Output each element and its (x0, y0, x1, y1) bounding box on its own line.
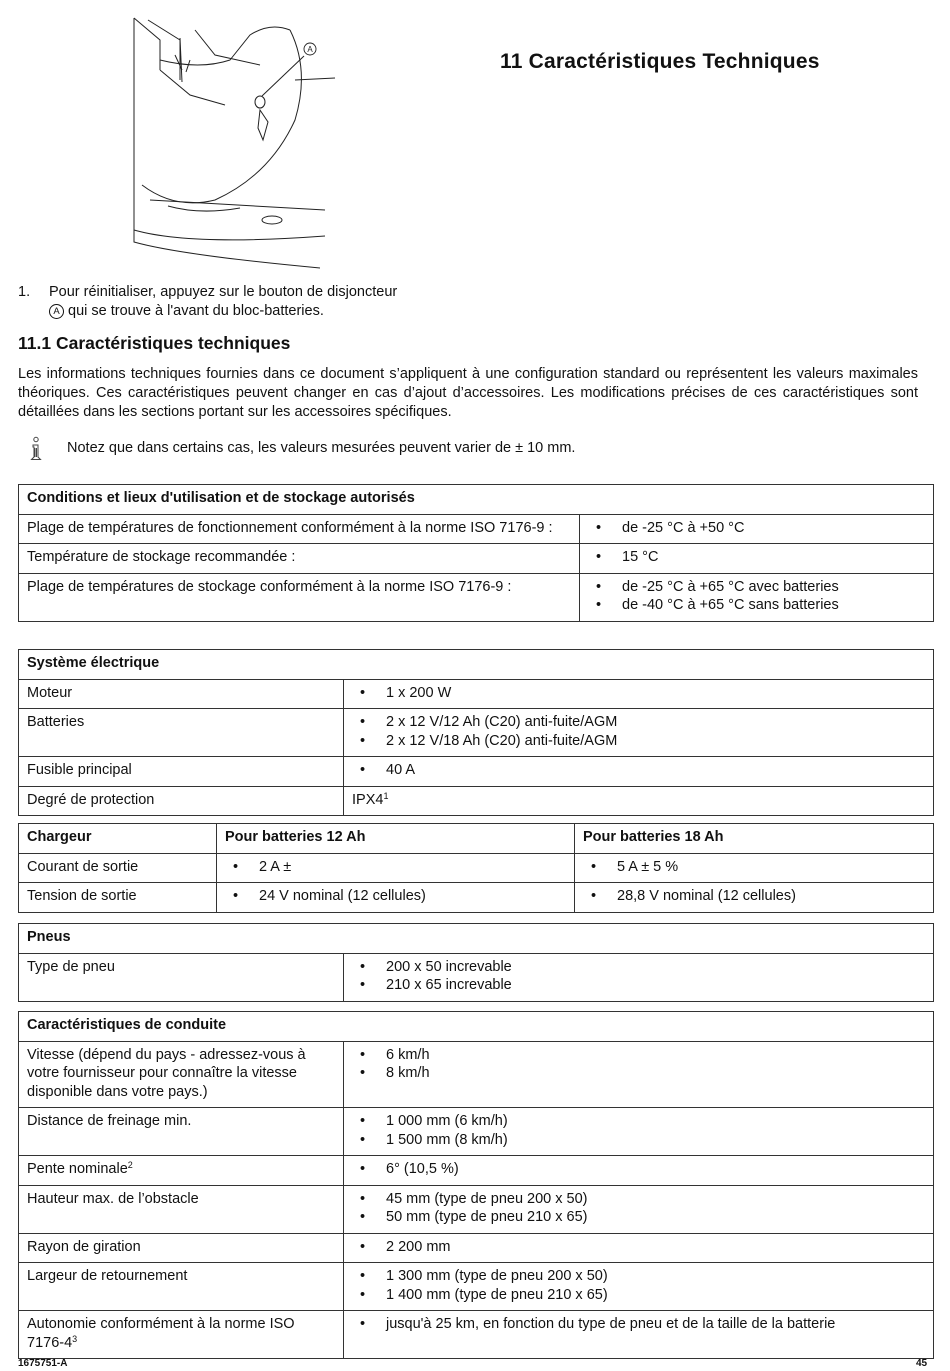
row-value: • 24 V nominal (12 cellules) (259, 887, 566, 906)
row-value (344, 786, 934, 816)
row-label: Degré de protection (19, 786, 344, 816)
protection-rating: IPX4 (352, 791, 384, 808)
row-label (19, 1311, 344, 1359)
row-label: Tension de sortie (19, 883, 217, 913)
table-header: Pour batteries 12 Ah (217, 824, 575, 854)
table-row (19, 1041, 934, 1108)
table-header: Conditions et lieux d'utilisation et de stockage autorisés (19, 485, 934, 515)
row-value: • 45 mm (type de pneu 200 x 50) (386, 1190, 925, 1209)
footnote-ref: 3 (72, 1333, 78, 1344)
row-value: • 1 x 200 W (386, 684, 925, 703)
row-value: • 200 x 50 increvable (386, 958, 925, 977)
table-row (19, 883, 934, 913)
row-value: • de -40 °C à +65 °C sans batteries (622, 596, 925, 615)
row-value: • 8 km/h (386, 1064, 925, 1083)
table-row (19, 1108, 934, 1156)
intro-paragraph: Les informations techniques fournies dans ce document s’appliquent à une configuration standard ou représentent les valeurs maximales théoriques. Ces caractéristiques peuvent changer en cas d’ajout d’accessoires. Les modifications précises de ces caractéristiques sont détaillées dans les sections portant sur les accessoires spécifiques. (18, 366, 918, 420)
row-label: Température de stockage recommandée : (19, 544, 580, 574)
chapter-title: 11 Caractéristiques Techniques (500, 50, 820, 73)
info-icon (28, 436, 44, 462)
row-value: • 2 x 12 V/12 Ah (C20) anti-fuite/AGM (386, 713, 925, 732)
footnote-ref: 1 (383, 790, 389, 801)
row-label: Plage de températures de fonctionnement conformément à la norme ISO 7176-9 : (19, 514, 580, 544)
row-label: Fusible principal (19, 757, 344, 787)
row-label: Hauteur max. de l’obstacle (19, 1185, 344, 1233)
step-text-continued: qui se trouve à l'avant du bloc-batteries. (68, 302, 324, 319)
row-label: Distance de freinage min. (19, 1108, 344, 1156)
row-label: Moteur (19, 679, 344, 709)
row-value: • 210 x 65 increvable (386, 976, 925, 995)
table-row (19, 757, 934, 787)
charger-table (18, 823, 934, 913)
conditions-table (18, 484, 934, 622)
row-value: • 6 km/h (386, 1046, 925, 1065)
row-value: • 5 A ± 5 % (617, 858, 925, 877)
row-value: • 1 500 mm (8 km/h) (386, 1131, 925, 1150)
row-value: • de -25 °C à +50 °C (622, 519, 925, 538)
row-label: Vitesse (dépend du pays - adressez-vous à votre fournisseur pour connaître la vitesse disponible dans votre pays.) (19, 1041, 344, 1108)
table-row (19, 573, 934, 621)
electric-system-table (18, 649, 934, 816)
row-value: • 40 A (386, 761, 925, 780)
battery-pack-illustration (120, 10, 345, 275)
callout-label: A (307, 45, 313, 54)
page-number: 45 (916, 1358, 928, 1369)
table-row (19, 514, 934, 544)
row-value: • 2 200 mm (386, 1238, 925, 1257)
instruction-step (18, 283, 469, 320)
tyres-table (18, 923, 934, 1002)
row-value: • 50 mm (type de pneu 210 x 65) (386, 1208, 925, 1227)
table-row (19, 1156, 934, 1186)
driving-table (18, 1011, 934, 1359)
row-value: • 1 000 mm (6 km/h) (386, 1112, 925, 1131)
step-text: Pour réinitialiser, appuyez sur le bouton de disjoncteur (49, 284, 398, 300)
row-value: • 6° (10,5 %) (386, 1160, 925, 1179)
row-label: Plage de températures de stockage conformément à la norme ISO 7176-9 : (19, 573, 580, 621)
table-header: Caractéristiques de conduite (19, 1012, 934, 1042)
footnote-ref: 2 (127, 1160, 133, 1170)
row-label: Batteries (19, 709, 344, 757)
table-row (19, 544, 934, 574)
step-number: 1. (18, 284, 31, 300)
row-value: • 1 400 mm (type de pneu 210 x 65) (386, 1286, 925, 1305)
row-value: • 28,8 V nominal (12 cellules) (617, 887, 925, 906)
table-header: Pour batteries 18 Ah (575, 824, 934, 854)
row-label: Type de pneu (19, 953, 344, 1001)
row-label-text: Pente nominale (27, 1161, 128, 1177)
table-header: Système électrique (19, 650, 934, 680)
row-label-text: Autonomie conformément à la norme ISO 7176-4 (27, 1316, 295, 1351)
table-row (19, 853, 934, 883)
row-label: Largeur de retournement (19, 1263, 344, 1311)
row-value: • 15 °C (622, 548, 925, 567)
table-row (19, 1185, 934, 1233)
callout-marker: A (49, 304, 64, 319)
table-header: Pneus (19, 924, 934, 954)
row-label (19, 1156, 344, 1186)
table-row (19, 679, 934, 709)
row-label: Courant de sortie (19, 853, 217, 883)
row-label: Rayon de giration (19, 1233, 344, 1263)
table-row (19, 1263, 934, 1311)
table-row (19, 786, 934, 816)
row-value: • 1 300 mm (type de pneu 200 x 50) (386, 1267, 925, 1286)
section-title: 11.1 Caractéristiques techniques (18, 333, 291, 353)
table-header: Chargeur (19, 824, 217, 854)
row-value: • de -25 °C à +65 °C avec batteries (622, 578, 925, 597)
row-value: • 2 A ± (259, 858, 566, 877)
table-row (19, 953, 934, 1001)
table-row (19, 1311, 934, 1359)
table-row (19, 1233, 934, 1263)
table-row (19, 709, 934, 757)
note-text: Notez que dans certains cas, les valeurs mesurées peuvent varier de ± 10 mm. (67, 440, 576, 456)
document-id: 1675751-A (18, 1358, 68, 1369)
row-value: • jusqu'à 25 km, en fonction du type de pneu et de la taille de la batterie (386, 1315, 925, 1334)
row-value: • 2 x 12 V/18 Ah (C20) anti-fuite/AGM (386, 732, 925, 751)
